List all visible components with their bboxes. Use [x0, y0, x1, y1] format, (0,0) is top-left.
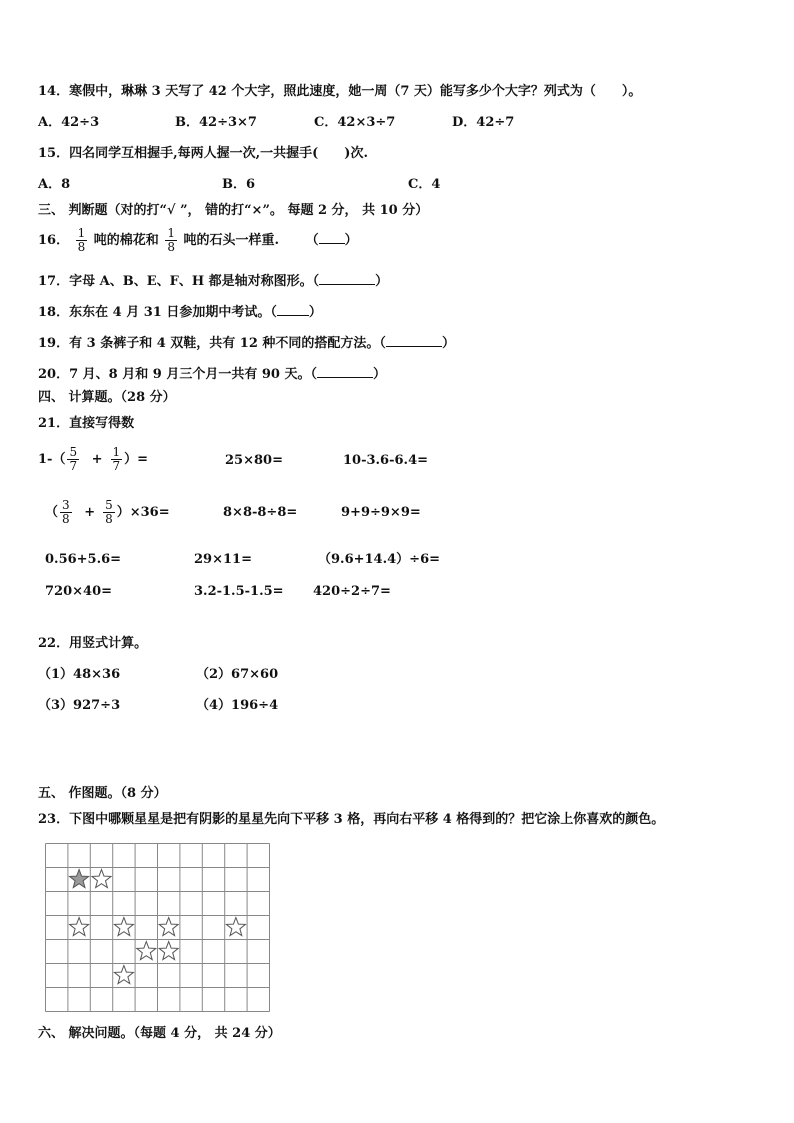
q16-paren-close: ）: [344, 233, 358, 248]
star-icon[interactable]: [114, 918, 133, 936]
q19: 19．有 3 条裤子和 4 双鞋，共有 12 种不同的搭配方法。（ ）: [38, 336, 455, 351]
q22-item-2: （2）67×60: [196, 667, 279, 682]
q15-option-a: A．8: [38, 177, 71, 192]
q14-stem: 14．寒假中，琳琳 3 天写了 42 个大字，照此速度，她一周（7 天）能写多少个大字？列式为（ ）。: [38, 84, 642, 99]
q21-item-3b: 29×11=: [194, 552, 252, 567]
q17-answer-blank[interactable]: [319, 272, 375, 285]
q23-stem: 23．下图中哪颗星星是把有阴影的星星先向下平移 3 格，再向右平移 4 格得到的？把它涂上你喜欢的颜色。: [38, 812, 665, 827]
star-icon[interactable]: [226, 918, 245, 936]
q21-1a-fraction-1: $\frac{5}{7}$: [69, 445, 78, 473]
q23-star-grid: [45, 843, 270, 1013]
q22-item-3: （3）927÷3: [38, 698, 121, 713]
q22-item-1: （1）48×36: [38, 667, 121, 682]
q21-item-3c: （9.6+14.4）÷6=: [318, 552, 441, 567]
q21-item-2b: 8×8-8÷8=: [223, 505, 298, 520]
q21-2a-fraction-1: $\frac{3}{8}$: [62, 498, 70, 526]
q16-number: 16．: [38, 233, 70, 248]
q16-mid-text: 吨的棉花和: [93, 233, 159, 248]
q19-answer-blank[interactable]: [386, 334, 442, 347]
q14-option-a: A．42÷3: [38, 115, 100, 130]
q22-title: 22．用竖式计算。: [38, 636, 148, 651]
grid-lines: [45, 843, 270, 1013]
q21-item-2a: （ $\frac{3}{8}$ + $\frac{5}{8}$ ）×36=: [45, 498, 170, 526]
star-icon[interactable]: [137, 942, 156, 960]
q21-1a-fraction-2: $\frac{1}{7}$: [112, 445, 121, 473]
section-3-title: 三、 判断题（对的打“√ ”， 错的打“×”。 每题 2 分， 共 10 分）: [38, 203, 429, 218]
q21-item-1c: 10-3.6-6.4=: [343, 453, 429, 468]
q20: 20．7 月、8 月和 9 月三个月一共有 90 天。（ ）: [38, 367, 386, 382]
q21-item-4b: 3.2-1.5-1.5=: [194, 584, 284, 599]
q18-answer-blank[interactable]: [277, 303, 309, 316]
q20-answer-blank[interactable]: [317, 365, 373, 378]
q16-tail-text: 吨的石头一样重.: [183, 233, 280, 248]
q21-item-4c: 420÷2÷7=: [313, 584, 391, 599]
q16-fraction-1: $\frac{1}{8}$: [77, 226, 86, 254]
q21-item-1a: 1-（ $\frac{5}{7}$ + $\frac{1}{7}$ ）=: [38, 445, 149, 473]
q14-option-d: D．42÷7: [452, 115, 515, 130]
q16-paren-open: （: [305, 233, 319, 248]
q21-item-4a: 720×40=: [45, 584, 113, 599]
shaded-star-icon: [70, 870, 89, 888]
q16-fraction-2: $\frac{1}{8}$: [167, 226, 175, 254]
star-icon[interactable]: [159, 918, 178, 936]
star-icon[interactable]: [159, 942, 178, 960]
q14-option-c: C．42×3÷7: [314, 115, 396, 130]
q16-answer-blank[interactable]: [319, 231, 345, 244]
q15-option-b: B．6: [222, 177, 256, 192]
q21-item-3a: 0.56+5.6=: [45, 552, 122, 567]
q21-item-2c: 9+9÷9×9=: [341, 505, 421, 520]
star-icon[interactable]: [92, 870, 111, 888]
q16: [38, 226, 358, 256]
q17: 17．字母 A、B、E、F、H 都是轴对称图形。（ ）: [38, 274, 389, 289]
q15-stem: 15．四名同学互相握手,每两人握一次,一共握手( )次.: [38, 146, 368, 161]
star-icon[interactable]: [70, 918, 89, 936]
q14-option-b: B．42÷3×7: [175, 115, 257, 130]
q22-item-4: （4）196÷4: [196, 698, 279, 713]
section-6-title: 六、 解决问题。（每题 4 分， 共 24 分）: [38, 1026, 281, 1041]
section-4-title: 四、 计算题。（28 分）: [38, 390, 176, 405]
q21-2a-fraction-2: $\frac{5}{8}$: [105, 498, 113, 526]
q21-title: 21．直接写得数: [38, 416, 135, 431]
q18: 18．东东在 4 月 31 日参加期中考试。（ ）: [38, 305, 322, 320]
q21-item-1b: 25×80=: [225, 453, 283, 468]
section-5-title: 五、 作图题。（8 分）: [38, 786, 167, 801]
star-icon[interactable]: [114, 966, 133, 984]
q15-option-c: C．4: [408, 177, 441, 192]
